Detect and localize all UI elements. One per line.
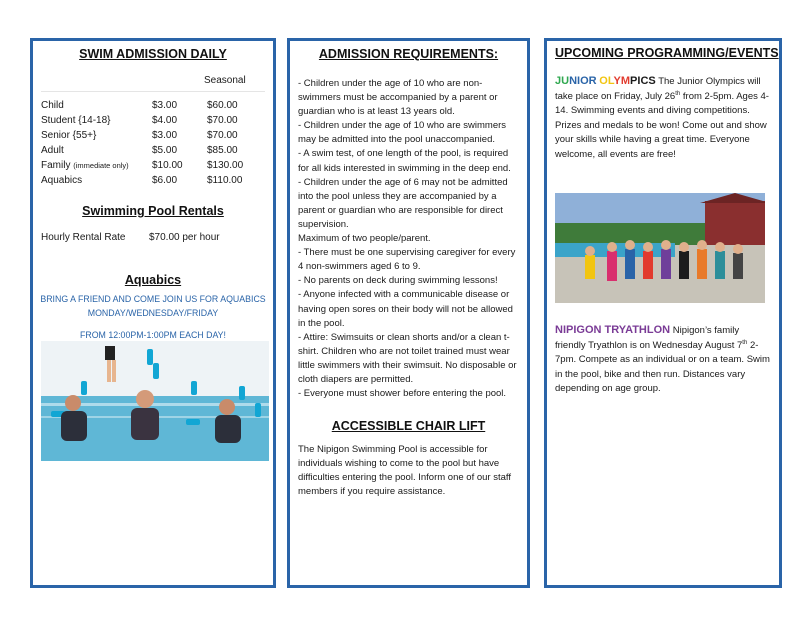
fee-category — [41, 175, 152, 186]
events-panel — [544, 38, 782, 588]
olympics-letter: O — [580, 75, 589, 87]
olympics-letter: I — [577, 75, 581, 87]
junior-olympics-word-junior — [555, 75, 597, 87]
requirement-item: - Attire: Swimsuits or clean shorts and/or a clean t-shirt. Children who are not toilet trained must wear little swimmers with their swimsuit. No disposable or cloth diapers are permitted. — [298, 331, 517, 385]
junior-olympics-sup: th — [675, 90, 681, 97]
fee-category-name: Aquabics — [41, 175, 83, 186]
fee-category-name: Student {14-18} — [41, 115, 111, 126]
requirement-item: - Children under the age of 10 who are swimmers may be admitted into the pool unaccompanied. — [298, 120, 507, 146]
admission-title: SWIM ADMISSION DAILY — [79, 47, 227, 61]
fee-seasonal: $130.00 — [207, 160, 244, 171]
requirements-list — [298, 77, 519, 401]
fee-table — [41, 69, 265, 188]
rental-rate-label: Hourly Rental Rate — [41, 232, 126, 243]
rental-rate-value: $70.00 per hour — [149, 232, 220, 243]
chair-lift-title: ACCESSIBLE CHAIR LIFT — [331, 419, 486, 434]
fee-seasonal: $70.00 — [207, 130, 238, 141]
fee-table-header — [41, 69, 265, 92]
fee-category-name: Senior {55+} — [41, 130, 97, 141]
requirement-item: - Children under the age of 6 may not be admitted into the pool unless they are accompanied by a parent or guardian who are responsible for direct supervision. — [298, 176, 508, 230]
fee-row — [41, 143, 265, 158]
olympics-letter: Y — [613, 75, 621, 87]
aquabics-line1: BRING A FRIEND AND COME JOIN US FOR AQUABICS — [40, 294, 266, 304]
requirements-title: ADMISSION REQUIREMENTS: — [318, 47, 499, 61]
fee-daily: $6.00 — [152, 175, 178, 186]
fee-daily: $3.00 — [152, 130, 178, 141]
tryathlon-title: NIPIGON TRYATHLON — [555, 324, 671, 336]
fee-category-name: Family — [41, 160, 74, 171]
fee-row — [41, 173, 265, 188]
seasonal-header: Seasonal — [204, 74, 246, 86]
events-title: UPCOMING PROGRAMMING/EVENTS — [555, 46, 779, 60]
fee-row — [41, 113, 265, 128]
fee-seasonal: $85.00 — [207, 145, 238, 156]
chair-lift-text: The Nipigon Swimming Pool is accessible for individuals wishing to come to the pool but have difficulties entering the pool. Inform one of our staff members if you require assistance. — [298, 444, 511, 498]
fee-category — [41, 145, 152, 156]
fee-row — [41, 158, 265, 173]
olympics-letter: J — [555, 75, 562, 87]
junior-olympics-word-olympics — [599, 75, 656, 87]
tryathlon-desc-a: Nipigon’s family friendly Tryathlon is on Wednesday August 7 — [555, 325, 743, 351]
junior-olympics-photo — [555, 193, 765, 303]
tryathlon-sup: th — [742, 339, 748, 346]
fee-rows — [41, 98, 265, 188]
fee-row — [41, 128, 265, 143]
fee-category-name: Adult — [41, 145, 64, 156]
junior-olympics-text — [555, 74, 771, 163]
fee-seasonal: $70.00 — [207, 115, 238, 126]
olympics-letter: O — [599, 75, 608, 87]
requirement-item: - Children under the age of 10 who are non-swimmers must be accompanied by a parent or guardian who is at least 13 years old. — [298, 78, 498, 118]
olympics-letter: P — [630, 75, 638, 87]
requirement-item: - No parents on deck during swimming lessons! — [298, 275, 498, 287]
fee-daily: $10.00 — [152, 160, 183, 171]
fee-category — [41, 100, 152, 111]
junior-olympics-desc-a: The Junior Olympics will take place on Friday, July 26 — [555, 76, 761, 102]
fee-row — [41, 98, 265, 113]
olympics-letter: C — [640, 75, 649, 87]
requirement-item: - There must be one supervising caregiver for every 4 non-swimmers aged 6 to 9. — [298, 247, 516, 273]
fee-daily: $3.00 — [152, 100, 178, 111]
olympics-letter: M — [620, 75, 631, 87]
junior-olympics-desc-b: from 2-5pm. Ages 4-14. Swimming events and diving competitions. Prizes and medals to be won! Come out and show your skills while having a great time. Everyone welcome, all events are free! — [555, 90, 769, 160]
fee-daily: $5.00 — [152, 145, 178, 156]
olympics-letter: R — [588, 75, 597, 87]
tryathlon-text — [555, 323, 771, 397]
rentals-title: Swimming Pool Rentals — [82, 204, 224, 218]
rental-rate-row — [41, 232, 265, 243]
fee-category — [41, 160, 152, 171]
fee-category-name: Child — [41, 100, 64, 111]
aquabics-line2: MONDAY/WEDNESDAY/FRIDAY — [87, 308, 219, 318]
requirement-item: Maximum of two people/parent. — [298, 233, 431, 245]
olympics-letter: I — [637, 75, 641, 87]
admission-panel — [30, 38, 276, 588]
aquabics-title: Aquabics — [124, 273, 182, 287]
olympics-letter: N — [569, 75, 578, 87]
aquabics-photo — [41, 341, 269, 461]
requirement-item: - Everyone must shower before entering the pool. — [298, 388, 507, 400]
olympics-letter: L — [607, 75, 614, 87]
aquabics-invite — [37, 292, 269, 320]
fee-category — [41, 115, 152, 126]
aquabics-time: FROM 12:00PM-1:00PM EACH DAY! — [79, 330, 226, 340]
olympics-letter: S — [648, 75, 656, 87]
fee-seasonal: $60.00 — [207, 100, 238, 111]
fee-daily: $4.00 — [152, 115, 178, 126]
requirement-item: - Anyone infected with a communicable disease or having open sores on their body will not be allowed in the pool. — [298, 289, 513, 329]
fee-category — [41, 130, 152, 141]
fee-seasonal: $110.00 — [207, 175, 243, 186]
olympics-letter: U — [561, 75, 570, 87]
requirement-item: - A swim test, of one length of the pool, is required for all kids interested in swimming in the deep end. — [298, 148, 511, 174]
requirements-panel — [287, 38, 530, 588]
fee-category-note: (immediate only) — [73, 161, 129, 170]
tryathlon-desc-b: 2-7pm. Compete as an individual or on a team. Swim in the pool, bike and then run. Distances vary depending on age group. — [555, 339, 770, 395]
